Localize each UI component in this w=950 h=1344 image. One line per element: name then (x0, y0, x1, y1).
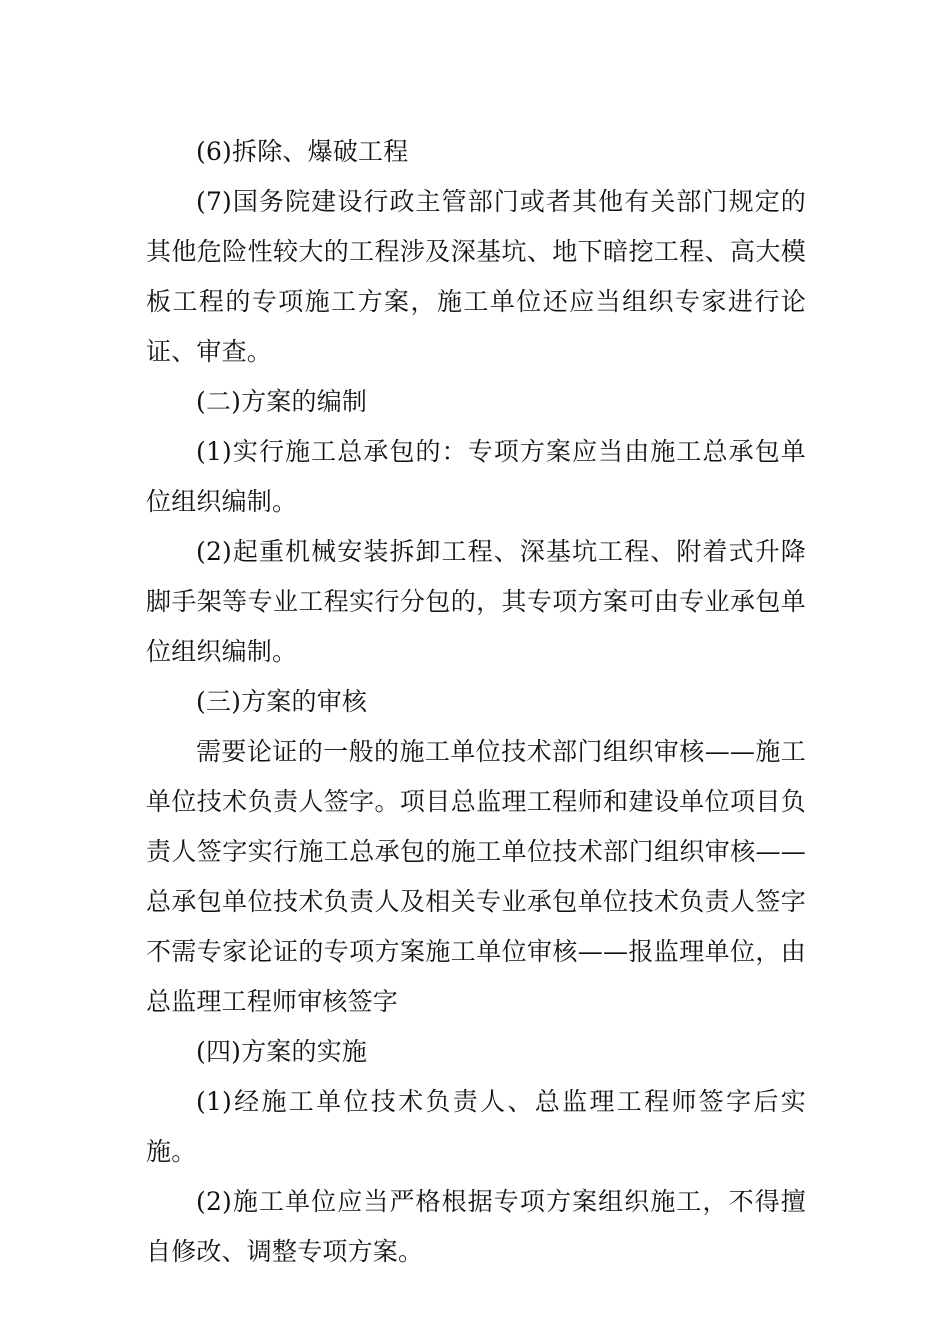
document-body (146, 127, 806, 1277)
paragraph-implementation-1: (1)经施工单位技术负责人、总监理工程师签字后实施。 (146, 1087, 806, 1166)
paragraph-item-7: (7)国务院建设行政主管部门或者其他有关部门规定的其他危险性较大的工程涉及深基坑、地下暗挖工程、高大模板工程的专项施工方案，施工单位还应当组织专家进行论证、审查。 (146, 187, 806, 366)
paragraph-item-6: (6)拆除、爆破工程 (196, 137, 409, 166)
paragraph-implementation-2: (2)施工单位应当严格根据专项方案组织施工，不得擅自修改、调整专项方案。 (146, 1187, 806, 1266)
section-heading-review: (三)方案的审核 (196, 687, 368, 716)
paragraph-compilation-1: (1)实行施工总承包的：专项方案应当由施工总承包单位组织编制。 (146, 437, 806, 516)
paragraph-review: 需要论证的一般的施工单位技术部门组织审核——施工单位技术负责人签字。项目总监理工程师和建设单位项目负责人签字实行施工总承包的施工单位技术部门组织审核——总承包单位技术负责人及相关专业承包单位技术负责人签字不需专家论证的专项方案施工单位审核——报监理单位，由总监理工程师审核签字 (146, 737, 806, 1016)
section-heading-implementation: (四)方案的实施 (196, 1037, 368, 1066)
section-heading-compilation: (二)方案的编制 (196, 387, 368, 416)
paragraph-compilation-2: (2)起重机械安装拆卸工程、深基坑工程、附着式升降脚手架等专业工程实行分包的，其专项方案可由专业承包单位组织编制。 (146, 537, 806, 666)
